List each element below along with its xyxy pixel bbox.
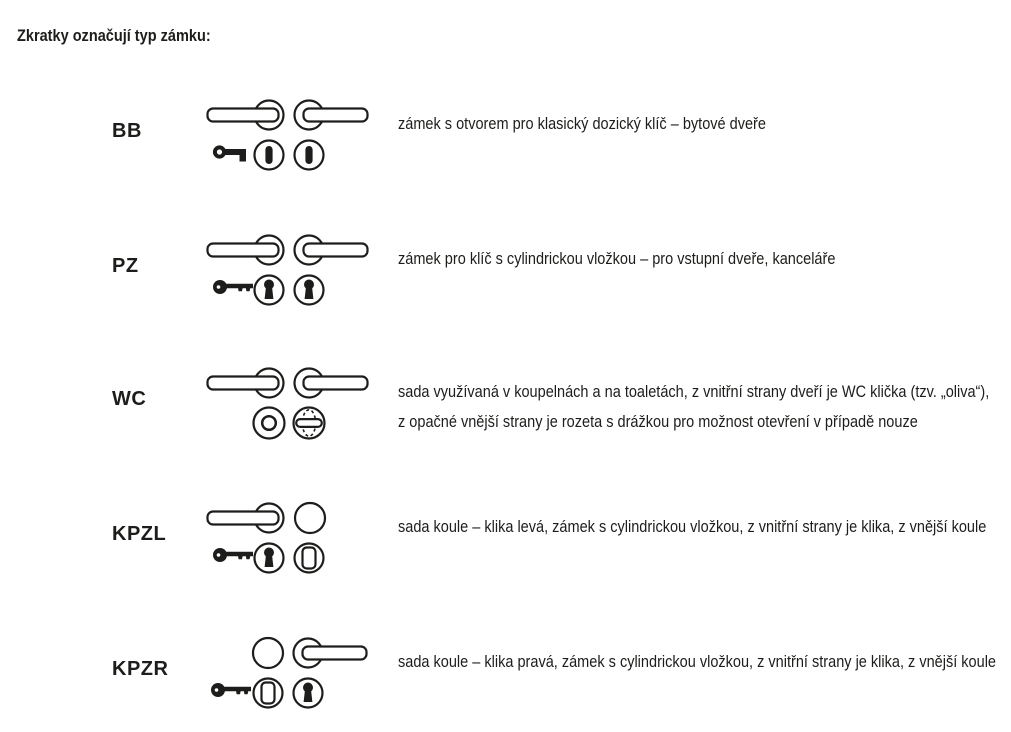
description-line: sada koule – klika pravá, zámek s cylindrickou vložkou, z vnitřní strany je klika, z vnější koule [398,653,997,671]
lock-description-wc [398,377,989,437]
lock-description-bb [398,109,766,139]
kpzr-hardware-icon [205,635,370,715]
pz-hardware-icon [205,232,370,312]
warded-key-icon [215,147,246,161]
blank-plate-rosette-icon [295,544,324,573]
description-line: sada koule – klika levá, zámek s cylindrickou vložkou, z vnitřní strany je klika, z vnější koule [398,518,987,536]
description-line: zámek s otvorem pro klasický dozický klíč – bytové dveře [398,115,766,133]
door-knob-icon [253,638,283,668]
pz-keyhole-rosette-icon [294,679,323,708]
lock-description-kpzr [398,647,996,677]
door-handle-right-icon [294,639,367,668]
description-line: z opačné vnější strany je rozeta s drážkou pro možnost otevření v případě nouze [398,413,918,431]
cylinder-key-icon [211,683,251,697]
page-title: Zkratky označují typ zámku: [17,27,211,45]
pz-keyhole-rosette-icon [255,276,284,305]
cylinder-key-icon [213,280,253,294]
lock-code-pz: PZ [112,255,139,277]
lock-code-bb: BB [112,120,142,142]
door-handle-right-icon [295,101,368,130]
lock-description-pz [398,244,835,274]
bb-keyhole-rosette-icon [295,141,324,170]
bb-hardware-icon [205,97,370,177]
door-handle-right-icon [295,236,368,265]
pz-keyhole-rosette-icon [295,276,324,305]
blank-plate-rosette-icon [254,679,283,708]
door-handle-left-icon [208,369,284,398]
description-line: sada využívaná v koupelnách a na toaletách, z vnitřní strany dveří je WC klička (tzv. „oliva“), [398,383,990,401]
cylinder-key-icon [213,548,253,562]
row-bb [0,97,1011,177]
lock-code-kpzl: KPZL [112,523,167,545]
row-kpzr [0,635,1011,715]
wc-hardware-icon [205,365,370,445]
description-line: zámek pro klíč s cylindrickou vložkou – pro vstupní dveře, kanceláře [398,250,836,268]
door-handle-left-icon [208,504,284,533]
lock-description-kpzl [398,512,986,542]
bb-keyhole-rosette-icon [255,141,284,170]
door-handle-left-icon [208,101,284,130]
row-pz [0,232,1011,312]
kpzl-hardware-icon [205,500,370,580]
lock-code-wc: WC [112,388,147,410]
lock-code-kpzr: KPZR [112,658,169,680]
door-handle-right-icon [295,369,368,398]
door-handle-left-icon [208,236,284,265]
row-wc [0,365,1011,445]
row-kpzl [0,500,1011,580]
pz-keyhole-rosette-icon [255,544,284,573]
wc-oliva-turn-icon [294,408,325,439]
groove-rosette-icon [254,408,285,439]
door-knob-icon [295,503,325,533]
